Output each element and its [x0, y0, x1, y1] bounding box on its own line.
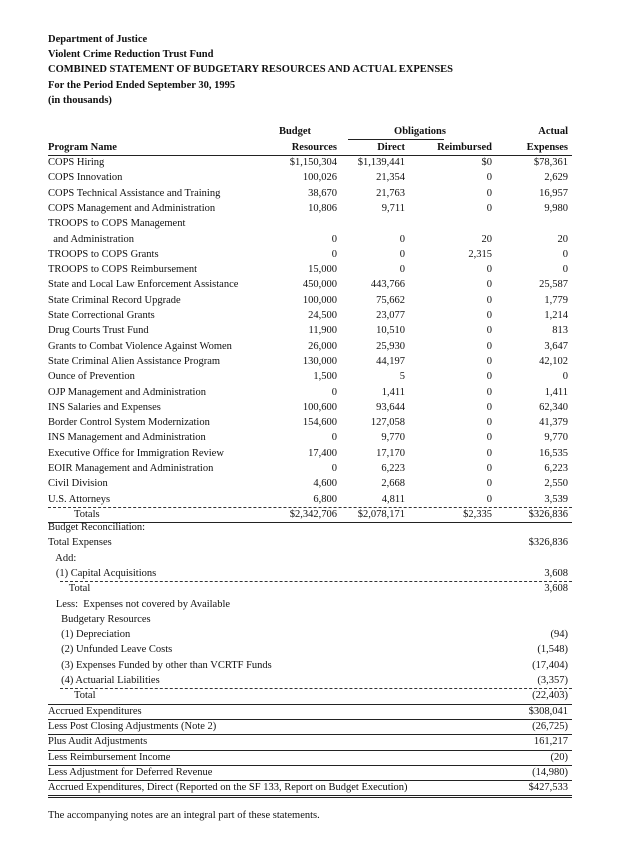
reimbursed-obligations-cell: 0 [486, 340, 492, 352]
reconciliation-amount: $427,533 [528, 782, 568, 794]
table-row [48, 430, 572, 445]
budget-resources-cell: 100,000 [302, 294, 337, 306]
actual-expenses-cell: 3,539 [544, 493, 568, 505]
program-name-cell: TROOPS to COPS Grants [48, 248, 159, 260]
program-name-cell: COPS Management and Administration [48, 202, 216, 214]
direct-obligations-cell: 21,763 [376, 187, 405, 199]
budget-resources-cell: 26,000 [308, 340, 337, 352]
statement-title: COMBINED STATEMENT OF BUDGETARY RESOURCES AND ACTUAL EXPENSES [48, 64, 454, 76]
reimbursed-obligations-cell: 0 [486, 279, 492, 291]
direct-obligations-cell: 23,077 [376, 310, 405, 321]
budget-resources-cell: 15,000 [308, 264, 337, 276]
table-row [48, 262, 572, 277]
actual-expenses-cell: 2,550 [544, 478, 568, 490]
actual-header-top: Actual [538, 126, 568, 137]
reconciliation-amount: 3,608 [544, 583, 568, 595]
budget-resources-cell: 100,600 [302, 401, 337, 413]
reconciliation-amount: $326,836 [528, 537, 568, 549]
table-row [48, 461, 572, 476]
direct-obligations-cell: 0 [399, 233, 405, 245]
reconciliation-row [48, 581, 572, 596]
program-name-cell: OJP Management and Administration [48, 386, 206, 398]
budget-resources-cell: 24,500 [308, 310, 337, 321]
direct-obligations-cell: 9,711 [381, 202, 405, 214]
reimbursed-obligations-cell: 0 [486, 264, 492, 276]
direct-obligations-cell: 6,223 [381, 463, 405, 474]
program-name-cell: TROOPS to COPS Management [48, 218, 186, 230]
fund-title: Violent Crime Reduction Trust Fund [48, 49, 214, 61]
reimbursed-obligations-cell: 0 [486, 386, 492, 398]
table-row [48, 492, 572, 507]
budget-resources-cell: 1,500 [313, 371, 337, 383]
table-row [48, 446, 572, 461]
reconciliation-row [48, 627, 572, 642]
reconciliation-label: Less Reimbursement Income [48, 751, 171, 763]
budget-resources-cell: 0 [331, 386, 337, 398]
reconciliation-label: Budgetary Resources [48, 613, 151, 625]
actual-expenses-cell: 1,214 [544, 310, 568, 321]
reimbursed-obligations-cell: $0 [481, 157, 492, 168]
table-row [48, 323, 572, 338]
reconciliation-label: Accrued Expenditures, Direct (Reported on the SF 133, Report on Budget Execution) [48, 782, 408, 794]
reimbursed-obligations-cell: 0 [486, 447, 492, 459]
reconciliation-amount: (94) [550, 629, 568, 641]
budget-resources-cell: 6,800 [313, 493, 337, 505]
actual-expenses-cell: 0 [562, 248, 568, 260]
budget-resources-cell: 0 [331, 463, 337, 474]
program-name-cell: Border Control System Modernization [48, 417, 210, 429]
table-row [48, 385, 572, 400]
program-name-cell: State Criminal Record Upgrade [48, 294, 181, 306]
direct-obligations-cell: 75,662 [376, 294, 405, 306]
actual-expenses-cell: 41,379 [539, 417, 568, 429]
actual-expenses-cell: 62,340 [539, 401, 568, 413]
program-name-cell: COPS Hiring [48, 157, 105, 168]
reconciliation-row [48, 750, 572, 765]
statement-header [48, 32, 453, 108]
reconciliation-label: (4) Actuarial Liabilities [48, 675, 160, 686]
reconciliation-row [48, 551, 572, 566]
direct-obligations-cell: 10,510 [376, 325, 405, 337]
reconciliation-label: Plus Audit Adjustments [48, 736, 148, 748]
direct-obligations-cell: 1,411 [381, 386, 405, 398]
reconciliation-label: (1) Capital Acquisitions [48, 567, 157, 579]
reconciliation-label: Total [48, 690, 96, 702]
reconciliation-row [48, 704, 572, 719]
program-name-cell: EOIR Management and Administration [48, 463, 214, 474]
reconciliation-label: Accrued Expenditures [48, 705, 142, 717]
reimbursed-obligations-cell: 2,315 [468, 248, 492, 260]
program-name-cell: Totals [48, 508, 100, 520]
units-note: (in thousands) [48, 94, 112, 106]
reconciliation-amount: (26,725) [532, 720, 568, 732]
obligations-header: Obligations [394, 126, 446, 137]
reimbursed-header: Reimbursed [437, 142, 492, 153]
budget-resources-cell: 11,900 [308, 325, 337, 337]
direct-obligations-cell: 9,770 [381, 432, 405, 444]
table-row [48, 201, 572, 216]
table-row [48, 339, 572, 354]
reimbursed-obligations-cell: 0 [486, 493, 492, 505]
program-name-cell: INS Management and Administration [48, 432, 206, 444]
reconciliation-label: Total Expenses [48, 537, 112, 549]
reimbursed-obligations-cell: 0 [486, 310, 492, 321]
direct-obligations-cell: 5 [399, 371, 405, 383]
direct-obligations-cell: $1,139,441 [357, 157, 405, 168]
direct-obligations-cell: 93,644 [376, 401, 405, 413]
program-name-cell: Civil Division [48, 478, 108, 490]
reimbursed-obligations-cell: 0 [486, 401, 492, 413]
column-header-top [48, 124, 572, 139]
footnote: The accompanying notes are an integral part of these statements. [48, 810, 320, 821]
program-name-cell: COPS Technical Assistance and Training [48, 187, 221, 199]
budget-header-top: Budget [278, 126, 312, 137]
reimbursed-obligations-cell: 0 [486, 187, 492, 199]
reconciliation-label: Budget Reconciliation: [48, 522, 146, 533]
table-row [48, 155, 572, 170]
budget-resources-cell: 17,400 [308, 447, 337, 459]
reimbursed-obligations-cell: 0 [486, 172, 492, 184]
reconciliation-row [48, 780, 572, 795]
table-row [48, 247, 572, 262]
reconciliation-label: Less Post Closing Adjustments (Note 2) [48, 720, 217, 732]
reimbursed-obligations-cell: 0 [486, 294, 492, 306]
reconciliation-row [48, 734, 572, 749]
reimbursed-obligations-cell: 0 [486, 371, 492, 383]
budget-resources-cell: 0 [331, 248, 337, 260]
reimbursed-obligations-cell: $2,335 [463, 508, 492, 520]
program-name-cell: Drug Courts Trust Fund [48, 325, 149, 337]
reconciliation-amount: (1,548) [537, 644, 568, 656]
period-title: For the Period Ended September 30, 1995 [48, 79, 236, 91]
table-row [48, 216, 572, 231]
reconciliation-label: Less: Expenses not covered by Available [48, 598, 231, 610]
budget-header-bottom: Resources [291, 142, 337, 153]
department-title: Department of Justice [48, 34, 148, 45]
actual-expenses-cell: 6,223 [544, 463, 568, 474]
reconciliation-label: Add: [48, 552, 77, 564]
actual-expenses-cell: 25,587 [539, 279, 568, 291]
budget-resources-cell: 154,600 [302, 417, 337, 429]
actual-expenses-cell: $326,836 [528, 508, 568, 520]
reconciliation-label: (3) Expenses Funded by other than VCRTF Funds [48, 659, 272, 671]
program-name-cell: Ounce of Prevention [48, 371, 135, 383]
table-row [48, 354, 572, 369]
reimbursed-obligations-cell: 0 [486, 355, 492, 367]
program-name-cell: State and Local Law Enforcement Assistance [48, 279, 239, 291]
reimbursed-obligations-cell: 0 [486, 325, 492, 337]
reconciliation-amount: (3,357) [537, 675, 568, 686]
direct-obligations-cell: 17,170 [376, 447, 405, 459]
table-row [48, 293, 572, 308]
program-name-cell: State Correctional Grants [48, 310, 155, 321]
direct-obligations-cell: 0 [399, 264, 405, 276]
program-name-cell: COPS Innovation [48, 172, 123, 184]
reconciliation-row [48, 673, 572, 688]
actual-expenses-cell: $78,361 [533, 157, 568, 168]
reconciliation-row [48, 566, 572, 581]
budget-resources-cell: 38,670 [308, 187, 337, 199]
direct-obligations-cell: 44,197 [376, 355, 405, 367]
reconciliation-rule [48, 795, 572, 796]
budget-resources-cell: 450,000 [302, 279, 337, 291]
table-row [48, 186, 572, 201]
reimbursed-obligations-cell: 0 [486, 432, 492, 444]
budget-resources-cell: 10,806 [308, 202, 337, 214]
actual-expenses-cell: 16,957 [539, 187, 568, 199]
table-row [48, 400, 572, 415]
reconciliation-amount: 3,608 [544, 567, 568, 579]
reconciliation-amount: 161,217 [533, 736, 568, 748]
final-double-rule [48, 797, 572, 798]
reimbursed-obligations-cell: 0 [486, 417, 492, 429]
table-row [48, 277, 572, 292]
program-name-cell: Executive Office for Immigration Review [48, 447, 224, 459]
table-row [48, 476, 572, 491]
program-name-cell: U.S. Attorneys [48, 493, 111, 505]
direct-obligations-cell: 21,354 [376, 172, 405, 184]
actual-expenses-cell: 0 [562, 264, 568, 276]
reconciliation-amount: (17,404) [532, 659, 568, 671]
actual-expenses-cell: 0 [562, 371, 568, 383]
reconciliation-row [48, 535, 572, 550]
reconciliation-row [48, 520, 572, 535]
program-name-cell: State Criminal Alien Assistance Program [48, 355, 221, 367]
direct-obligations-cell: 127,058 [370, 417, 405, 429]
actual-expenses-cell: 2,629 [544, 172, 568, 184]
program-name-header: Program Name [48, 142, 117, 153]
actual-expenses-cell: 20 [557, 233, 568, 245]
actual-expenses-cell: 3,647 [544, 340, 568, 352]
reconciliation-row [48, 765, 572, 780]
direct-obligations-cell: 0 [399, 248, 405, 260]
budget-resources-cell: 130,000 [302, 355, 337, 367]
reimbursed-obligations-cell: 0 [486, 478, 492, 490]
budget-resources-cell: 0 [331, 432, 337, 444]
reconciliation-label: Less Adjustment for Deferred Revenue [48, 766, 213, 778]
reconciliation-label: Total [48, 583, 91, 595]
actual-expenses-cell: 16,535 [539, 447, 568, 459]
actual-expenses-cell: 813 [552, 325, 568, 337]
program-name-cell: TROOPS to COPS Reimbursement [48, 264, 198, 276]
actual-header-bottom: Expenses [526, 142, 568, 153]
reimbursed-obligations-cell: 20 [481, 233, 492, 245]
program-name-cell: and Administration [48, 233, 135, 245]
direct-header: Direct [377, 142, 405, 153]
budget-resources-cell: 100,026 [302, 172, 337, 184]
direct-obligations-cell: $2,078,171 [357, 508, 405, 520]
reconciliation-row [48, 688, 572, 703]
reconciliation-amount: $308,041 [528, 705, 568, 717]
actual-expenses-cell: 1,779 [544, 294, 568, 306]
reconciliation-row [48, 642, 572, 657]
reconciliation-label: (2) Unfunded Leave Costs [48, 644, 173, 656]
program-name-cell: Grants to Combat Violence Against Women [48, 340, 232, 352]
direct-obligations-cell: 2,668 [381, 478, 405, 490]
budget-resources-cell: $2,342,706 [289, 508, 337, 520]
direct-obligations-cell: 25,930 [376, 340, 405, 352]
reimbursed-obligations-cell: 0 [486, 463, 492, 474]
column-header-bottom [48, 140, 572, 155]
actual-expenses-cell: 1,411 [544, 386, 568, 398]
reconciliation-row [48, 719, 572, 734]
reconciliation-amount: (14,980) [532, 766, 568, 778]
table-row [48, 170, 572, 185]
totals-dashed-rule [48, 507, 572, 508]
reconciliation-amount: (20) [550, 751, 568, 763]
direct-obligations-cell: 4,811 [381, 493, 405, 505]
table-row [48, 308, 572, 323]
actual-expenses-cell: 42,102 [539, 355, 568, 367]
table-row [48, 232, 572, 247]
budget-resources-cell: 0 [331, 233, 337, 245]
budget-resources-cell: 4,600 [313, 478, 337, 490]
budget-resources-cell: $1,150,304 [289, 157, 337, 168]
reconciliation-amount: (22,403) [532, 690, 568, 702]
actual-expenses-cell: 9,770 [544, 432, 568, 444]
reconciliation-row [48, 612, 572, 627]
direct-obligations-cell: 443,766 [370, 279, 405, 291]
actual-expenses-cell: 9,980 [544, 202, 568, 214]
reconciliation-row [48, 658, 572, 673]
reconciliation-row [48, 597, 572, 612]
program-name-cell: INS Salaries and Expenses [48, 401, 161, 413]
table-row [48, 415, 572, 430]
reconciliation-label: (1) Depreciation [48, 629, 131, 641]
table-row [48, 369, 572, 384]
reimbursed-obligations-cell: 0 [486, 202, 492, 214]
